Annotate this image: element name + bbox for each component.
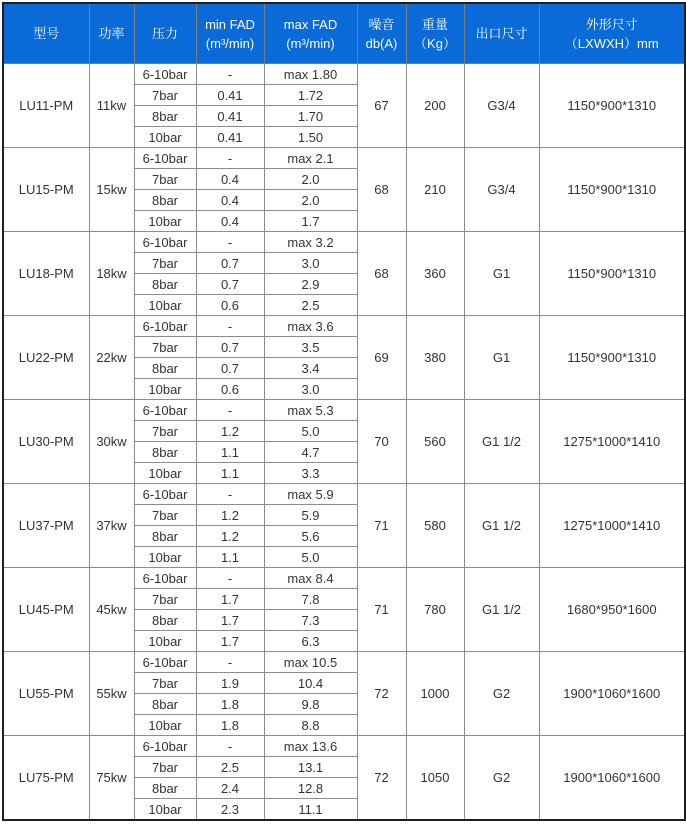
pressure-cell: 10bar bbox=[134, 799, 196, 821]
col-header-weight-line1: 重量 bbox=[421, 16, 448, 32]
dimensions-cell: 1680*950*1600 bbox=[539, 568, 685, 652]
min-fad-cell: - bbox=[196, 232, 264, 253]
pressure-cell: 6-10bar bbox=[134, 148, 196, 169]
weight-cell: 560 bbox=[406, 400, 464, 484]
pressure-cell: 8bar bbox=[134, 274, 196, 295]
model-cell: LU75-PM bbox=[3, 736, 89, 821]
min-fad-cell: 2.4 bbox=[196, 778, 264, 799]
pressure-cell: 6-10bar bbox=[134, 64, 196, 85]
pressure-cell: 10bar bbox=[134, 463, 196, 484]
noise-cell: 69 bbox=[357, 316, 406, 400]
spec-row bbox=[3, 736, 685, 757]
max-fad-cell: 2.9 bbox=[264, 274, 357, 295]
max-fad-cell: 2.5 bbox=[264, 295, 357, 316]
max-fad-cell: 3.0 bbox=[264, 379, 357, 400]
pressure-cell: 7bar bbox=[134, 673, 196, 694]
pressure-cell: 10bar bbox=[134, 631, 196, 652]
min-fad-cell: - bbox=[196, 736, 264, 757]
max-fad-cell: 5.0 bbox=[264, 421, 357, 442]
min-fad-cell: 0.41 bbox=[196, 127, 264, 148]
pressure-cell: 7bar bbox=[134, 169, 196, 190]
spec-row bbox=[3, 484, 685, 505]
min-fad-cell: 0.7 bbox=[196, 253, 264, 274]
dimensions-cell: 1900*1060*1600 bbox=[539, 736, 685, 821]
power-cell: 15kw bbox=[89, 148, 134, 232]
pressure-cell: 8bar bbox=[134, 778, 196, 799]
dimensions-cell: 1275*1000*1410 bbox=[539, 400, 685, 484]
min-fad-cell: 1.1 bbox=[196, 442, 264, 463]
table-header bbox=[3, 3, 685, 64]
col-header-outlet-label: 出口尺寸 bbox=[475, 26, 528, 41]
power-cell: 55kw bbox=[89, 652, 134, 736]
spec-table-body bbox=[3, 64, 685, 821]
model-cell: LU30-PM bbox=[3, 400, 89, 484]
pressure-cell: 7bar bbox=[134, 757, 196, 778]
col-header-max-fad bbox=[264, 3, 357, 64]
max-fad-cell: 1.7 bbox=[264, 211, 357, 232]
max-fad-cell: 3.4 bbox=[264, 358, 357, 379]
max-fad-cell: max 5.9 bbox=[264, 484, 357, 505]
min-fad-cell: 1.2 bbox=[196, 526, 264, 547]
max-fad-cell: 5.6 bbox=[264, 526, 357, 547]
max-fad-cell: 7.8 bbox=[264, 589, 357, 610]
min-fad-cell: 2.3 bbox=[196, 799, 264, 821]
max-fad-cell: max 8.4 bbox=[264, 568, 357, 589]
spec-row bbox=[3, 316, 685, 337]
pressure-cell: 6-10bar bbox=[134, 568, 196, 589]
col-header-model-label: 型号 bbox=[33, 26, 60, 41]
max-fad-cell: 10.4 bbox=[264, 673, 357, 694]
max-fad-cell: 5.0 bbox=[264, 547, 357, 568]
model-cell: LU11-PM bbox=[3, 64, 89, 148]
min-fad-cell: 0.6 bbox=[196, 295, 264, 316]
pressure-cell: 8bar bbox=[134, 694, 196, 715]
max-fad-cell: 11.1 bbox=[264, 799, 357, 821]
pressure-cell: 7bar bbox=[134, 85, 196, 106]
weight-cell: 210 bbox=[406, 148, 464, 232]
min-fad-cell: 1.2 bbox=[196, 421, 264, 442]
col-header-noise-line2: db(A) bbox=[365, 35, 398, 51]
spec-row bbox=[3, 568, 685, 589]
max-fad-cell: 5.9 bbox=[264, 505, 357, 526]
min-fad-cell: - bbox=[196, 316, 264, 337]
max-fad-cell: 7.3 bbox=[264, 610, 357, 631]
outlet-cell: G3/4 bbox=[464, 64, 539, 148]
power-cell: 75kw bbox=[89, 736, 134, 821]
min-fad-cell: 0.41 bbox=[196, 106, 264, 127]
noise-cell: 72 bbox=[357, 652, 406, 736]
power-cell: 18kw bbox=[89, 232, 134, 316]
header-row bbox=[3, 3, 685, 64]
pressure-cell: 10bar bbox=[134, 295, 196, 316]
col-header-pressure-label: 压力 bbox=[151, 26, 178, 41]
max-fad-cell: 8.8 bbox=[264, 715, 357, 736]
weight-cell: 360 bbox=[406, 232, 464, 316]
dimensions-cell: 1150*900*1310 bbox=[539, 232, 685, 316]
model-cell: LU55-PM bbox=[3, 652, 89, 736]
dimensions-cell: 1150*900*1310 bbox=[539, 64, 685, 148]
max-fad-cell: max 5.3 bbox=[264, 400, 357, 421]
pressure-cell: 8bar bbox=[134, 190, 196, 211]
min-fad-cell: 2.5 bbox=[196, 757, 264, 778]
min-fad-cell: 0.7 bbox=[196, 358, 264, 379]
outlet-cell: G1 bbox=[464, 316, 539, 400]
col-header-weight bbox=[406, 3, 464, 64]
pressure-cell: 10bar bbox=[134, 715, 196, 736]
pressure-cell: 10bar bbox=[134, 547, 196, 568]
noise-cell: 68 bbox=[357, 232, 406, 316]
col-header-min-fad-line2: (m³/min) bbox=[205, 35, 255, 51]
pressure-cell: 6-10bar bbox=[134, 232, 196, 253]
weight-cell: 200 bbox=[406, 64, 464, 148]
min-fad-cell: 1.9 bbox=[196, 673, 264, 694]
col-header-noise-line1: 噪音 bbox=[368, 16, 395, 32]
spec-row bbox=[3, 148, 685, 169]
max-fad-cell: max 3.6 bbox=[264, 316, 357, 337]
col-header-dimensions bbox=[539, 3, 685, 64]
model-cell: LU37-PM bbox=[3, 484, 89, 568]
power-cell: 22kw bbox=[89, 316, 134, 400]
spec-row bbox=[3, 400, 685, 421]
noise-cell: 72 bbox=[357, 736, 406, 821]
max-fad-cell: 3.3 bbox=[264, 463, 357, 484]
pressure-cell: 10bar bbox=[134, 379, 196, 400]
max-fad-cell: 1.50 bbox=[264, 127, 357, 148]
spec-row bbox=[3, 232, 685, 253]
col-header-dimensions-line1: 外形尺寸 bbox=[585, 16, 638, 32]
pressure-cell: 8bar bbox=[134, 442, 196, 463]
min-fad-cell: 0.4 bbox=[196, 169, 264, 190]
col-header-pressure bbox=[134, 3, 196, 64]
max-fad-cell: 9.8 bbox=[264, 694, 357, 715]
min-fad-cell: - bbox=[196, 148, 264, 169]
power-cell: 45kw bbox=[89, 568, 134, 652]
dimensions-cell: 1150*900*1310 bbox=[539, 316, 685, 400]
max-fad-cell: 1.70 bbox=[264, 106, 357, 127]
weight-cell: 1050 bbox=[406, 736, 464, 821]
col-header-power bbox=[89, 3, 134, 64]
min-fad-cell: 1.7 bbox=[196, 631, 264, 652]
pressure-cell: 8bar bbox=[134, 358, 196, 379]
weight-cell: 1000 bbox=[406, 652, 464, 736]
col-header-max-fad-line2: (m³/min) bbox=[286, 35, 335, 51]
noise-cell: 71 bbox=[357, 484, 406, 568]
spec-row bbox=[3, 64, 685, 85]
model-cell: LU15-PM bbox=[3, 148, 89, 232]
weight-cell: 380 bbox=[406, 316, 464, 400]
compressor-spec-table bbox=[2, 2, 686, 821]
min-fad-cell: 0.7 bbox=[196, 274, 264, 295]
max-fad-cell: max 3.2 bbox=[264, 232, 357, 253]
min-fad-cell: 1.8 bbox=[196, 715, 264, 736]
min-fad-cell: 0.41 bbox=[196, 85, 264, 106]
dimensions-cell: 1900*1060*1600 bbox=[539, 652, 685, 736]
pressure-cell: 6-10bar bbox=[134, 400, 196, 421]
max-fad-cell: 4.7 bbox=[264, 442, 357, 463]
outlet-cell: G1 1/2 bbox=[464, 484, 539, 568]
pressure-cell: 10bar bbox=[134, 211, 196, 232]
noise-cell: 70 bbox=[357, 400, 406, 484]
col-header-max-fad-line1: max FAD bbox=[283, 16, 338, 32]
min-fad-cell: 1.1 bbox=[196, 547, 264, 568]
min-fad-cell: 0.6 bbox=[196, 379, 264, 400]
col-header-weight-line2: （Kg） bbox=[414, 35, 456, 51]
min-fad-cell: 1.7 bbox=[196, 610, 264, 631]
power-cell: 30kw bbox=[89, 400, 134, 484]
outlet-cell: G1 1/2 bbox=[464, 568, 539, 652]
noise-cell: 68 bbox=[357, 148, 406, 232]
power-cell: 11kw bbox=[89, 64, 134, 148]
min-fad-cell: 1.8 bbox=[196, 694, 264, 715]
max-fad-cell: 2.0 bbox=[264, 190, 357, 211]
outlet-cell: G3/4 bbox=[464, 148, 539, 232]
pressure-cell: 7bar bbox=[134, 505, 196, 526]
max-fad-cell: 2.0 bbox=[264, 169, 357, 190]
pressure-cell: 8bar bbox=[134, 106, 196, 127]
pressure-cell: 8bar bbox=[134, 610, 196, 631]
pressure-cell: 6-10bar bbox=[134, 652, 196, 673]
pressure-cell: 6-10bar bbox=[134, 736, 196, 757]
pressure-cell: 7bar bbox=[134, 253, 196, 274]
max-fad-cell: max 1.80 bbox=[264, 64, 357, 85]
weight-cell: 780 bbox=[406, 568, 464, 652]
col-header-noise bbox=[357, 3, 406, 64]
pressure-cell: 6-10bar bbox=[134, 316, 196, 337]
weight-cell: 580 bbox=[406, 484, 464, 568]
min-fad-cell: 0.4 bbox=[196, 211, 264, 232]
min-fad-cell: 0.4 bbox=[196, 190, 264, 211]
power-cell: 37kw bbox=[89, 484, 134, 568]
max-fad-cell: 1.72 bbox=[264, 85, 357, 106]
max-fad-cell: max 13.6 bbox=[264, 736, 357, 757]
pressure-cell: 7bar bbox=[134, 421, 196, 442]
noise-cell: 71 bbox=[357, 568, 406, 652]
max-fad-cell: max 2.1 bbox=[264, 148, 357, 169]
model-cell: LU18-PM bbox=[3, 232, 89, 316]
model-cell: LU22-PM bbox=[3, 316, 89, 400]
min-fad-cell: 1.7 bbox=[196, 589, 264, 610]
pressure-cell: 10bar bbox=[134, 127, 196, 148]
pressure-cell: 7bar bbox=[134, 589, 196, 610]
min-fad-cell: - bbox=[196, 400, 264, 421]
min-fad-cell: - bbox=[196, 652, 264, 673]
min-fad-cell: 0.7 bbox=[196, 337, 264, 358]
noise-cell: 67 bbox=[357, 64, 406, 148]
max-fad-cell: 3.5 bbox=[264, 337, 357, 358]
col-header-outlet bbox=[464, 3, 539, 64]
outlet-cell: G2 bbox=[464, 736, 539, 821]
col-header-dimensions-line2: （LXWXH）mm bbox=[564, 35, 659, 51]
outlet-cell: G2 bbox=[464, 652, 539, 736]
min-fad-cell: - bbox=[196, 64, 264, 85]
min-fad-cell: - bbox=[196, 568, 264, 589]
outlet-cell: G1 bbox=[464, 232, 539, 316]
pressure-cell: 8bar bbox=[134, 526, 196, 547]
pressure-cell: 7bar bbox=[134, 337, 196, 358]
min-fad-cell: 1.1 bbox=[196, 463, 264, 484]
min-fad-cell: 1.2 bbox=[196, 505, 264, 526]
pressure-cell: 6-10bar bbox=[134, 484, 196, 505]
max-fad-cell: 6.3 bbox=[264, 631, 357, 652]
spec-row bbox=[3, 652, 685, 673]
model-cell: LU45-PM bbox=[3, 568, 89, 652]
dimensions-cell: 1150*900*1310 bbox=[539, 148, 685, 232]
min-fad-cell: - bbox=[196, 484, 264, 505]
col-header-min-fad-line1: min FAD bbox=[205, 16, 255, 32]
max-fad-cell: max 10.5 bbox=[264, 652, 357, 673]
col-header-model bbox=[3, 3, 89, 64]
dimensions-cell: 1275*1000*1410 bbox=[539, 484, 685, 568]
max-fad-cell: 13.1 bbox=[264, 757, 357, 778]
col-header-min-fad bbox=[196, 3, 264, 64]
max-fad-cell: 12.8 bbox=[264, 778, 357, 799]
col-header-power-label: 功率 bbox=[98, 26, 125, 41]
outlet-cell: G1 1/2 bbox=[464, 400, 539, 484]
max-fad-cell: 3.0 bbox=[264, 253, 357, 274]
